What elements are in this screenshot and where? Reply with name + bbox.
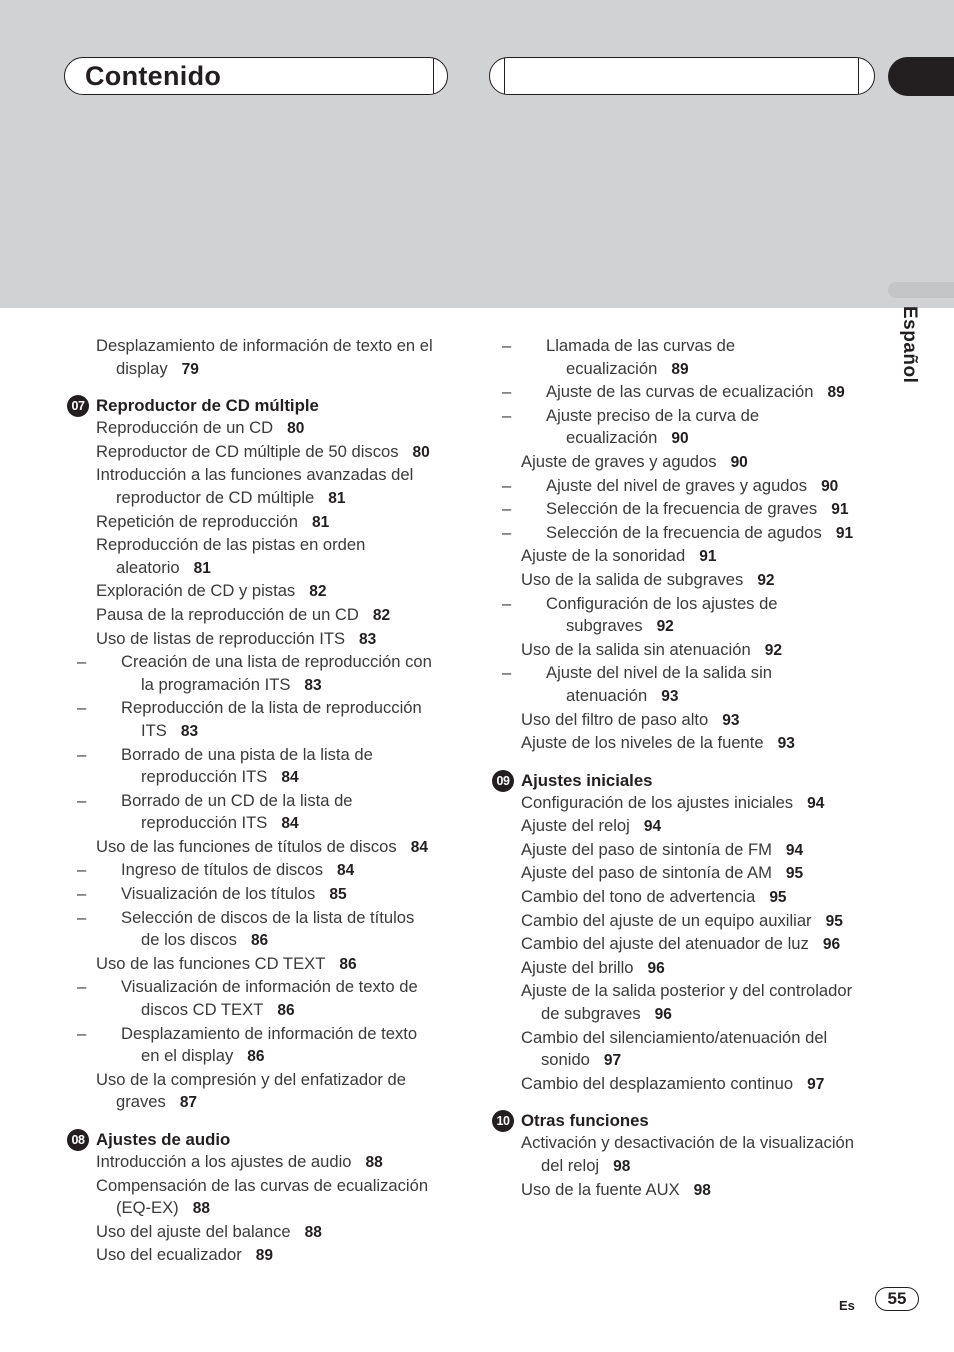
entry-page-number: 86 bbox=[277, 1002, 295, 1020]
entry-page-number: 90 bbox=[671, 430, 689, 448]
toc-entry[interactable] bbox=[67, 534, 437, 580]
entry-page-number: 94 bbox=[785, 841, 804, 859]
entry-page-number: 88 bbox=[192, 1200, 210, 1218]
footer-lang-code: Es bbox=[839, 1298, 855, 1313]
entry-page-number: 91 bbox=[835, 524, 854, 542]
toc-entry[interactable] bbox=[67, 1151, 437, 1175]
toc-entry[interactable] bbox=[492, 910, 862, 934]
entry-page-number: 84 bbox=[281, 769, 299, 787]
entry-page-number: 83 bbox=[359, 630, 377, 648]
toc-entry[interactable] bbox=[67, 1221, 437, 1245]
entry-page-number: 93 bbox=[661, 687, 679, 705]
entry-text: Uso de la compresión y del enfatizador de graves bbox=[96, 1069, 406, 1112]
entry-page-number: 89 bbox=[255, 1247, 273, 1265]
entry-page-number: 87 bbox=[179, 1094, 198, 1112]
entry-page-number: 95 bbox=[825, 912, 843, 930]
toc-entry[interactable] bbox=[492, 545, 862, 569]
toc-entry[interactable] bbox=[492, 451, 862, 475]
entry-text: Repetición de reproducción bbox=[96, 511, 299, 531]
entry-page-number: 81 bbox=[312, 513, 330, 531]
entry-page-number: 89 bbox=[827, 384, 845, 402]
entry-page-number: 80 bbox=[287, 420, 305, 438]
toc-entry[interactable] bbox=[67, 953, 437, 977]
entry-page-number: 95 bbox=[785, 865, 804, 883]
entry-page-number: 92 bbox=[757, 571, 775, 589]
toc-entry[interactable] bbox=[492, 862, 862, 886]
toc-entry[interactable] bbox=[492, 792, 862, 816]
section-number-badge: 07 bbox=[67, 395, 89, 417]
page-title: Contenido bbox=[85, 61, 222, 91]
entry-page-number: 94 bbox=[643, 818, 662, 836]
header-band bbox=[0, 0, 954, 308]
toc-entry[interactable] bbox=[492, 639, 862, 663]
toc-subentry[interactable]: – Reproducción de la lista de reproducción ITS 83 bbox=[77, 698, 422, 740]
entry-text: Uso de listas de reproducción ITS bbox=[96, 628, 346, 648]
entry-page-number: 86 bbox=[339, 955, 357, 973]
language-label: Español bbox=[899, 306, 920, 384]
toc-subentry[interactable]: – Borrado de un CD de la lista de reproducción ITS 84 bbox=[77, 790, 353, 833]
entry-text: Desplazamiento de información de texto en el display bbox=[121, 1023, 418, 1066]
toc-right-column bbox=[492, 335, 862, 1202]
toc-subentry[interactable]: – Borrado de una pista de la lista de reproducción ITS 84 bbox=[77, 744, 373, 787]
toc-subentry[interactable]: – Selección de la frecuencia de graves 91 bbox=[502, 499, 849, 519]
entry-page-number: 92 bbox=[764, 641, 782, 659]
entry-text: Uso del ecualizador bbox=[96, 1245, 242, 1265]
entry-page-number: 84 bbox=[337, 862, 355, 880]
chapter-tab bbox=[888, 57, 954, 96]
entry-text: Uso de las funciones CD TEXT bbox=[96, 953, 326, 973]
entry-page-number: 96 bbox=[822, 936, 841, 954]
entry-page-number: 96 bbox=[654, 1006, 672, 1024]
toc-entry[interactable] bbox=[492, 839, 862, 863]
toc-subentry[interactable]: – Ajuste de las curvas de ecualización 89 bbox=[502, 382, 845, 402]
entry-text: Cambio del ajuste del atenuador de luz bbox=[521, 934, 809, 954]
entry-text: Visualización de los títulos bbox=[121, 884, 316, 904]
toc-subentry[interactable]: – Selección de discos de la lista de títulos de los discos 86 bbox=[77, 907, 415, 950]
entry-page-number: 93 bbox=[722, 711, 740, 729]
toc-entry[interactable] bbox=[492, 980, 862, 1026]
right-title-box-divider-left bbox=[504, 58, 505, 94]
entry-text: Creación de una lista de reproducción con la programación ITS bbox=[121, 652, 432, 694]
toc-entry[interactable] bbox=[492, 709, 862, 733]
toc-subentry[interactable]: – Visualización de información de texto de discos CD TEXT 86 bbox=[77, 977, 418, 1020]
entry-page-number: 88 bbox=[365, 1154, 383, 1171]
toc-entry[interactable] bbox=[492, 732, 862, 756]
entry-text: Cambio del silenciamiento/atenuación del sonido bbox=[521, 1027, 828, 1070]
entry-text: Uso del filtro de paso alto bbox=[521, 709, 709, 729]
entry-text: Reproducción de la lista de reproducción ITS bbox=[121, 698, 422, 740]
toc-subentry[interactable]: – Ajuste del nivel de graves y agudos 90 bbox=[502, 475, 839, 495]
entry-page-number: 96 bbox=[647, 959, 665, 977]
section-number-badge: 08 bbox=[67, 1129, 89, 1151]
section-heading bbox=[492, 769, 862, 792]
toc-entry[interactable] bbox=[67, 335, 437, 381]
entry-text: Reproductor de CD múltiple de 50 discos bbox=[96, 441, 399, 461]
entry-text: Configuración de los ajustes iniciales bbox=[521, 792, 794, 812]
entry-text: Selección de discos de la lista de títulos de los discos bbox=[121, 907, 415, 950]
right-title-box bbox=[489, 57, 875, 95]
toc-entry[interactable] bbox=[67, 836, 437, 860]
toc-entry[interactable] bbox=[67, 1244, 437, 1268]
entry-text: Ajuste de los niveles de la fuente bbox=[521, 733, 764, 753]
page-number: 55 bbox=[875, 1287, 919, 1311]
toc-entry[interactable] bbox=[492, 815, 862, 839]
toc-entry[interactable] bbox=[492, 886, 862, 910]
toc-entry[interactable] bbox=[67, 628, 437, 652]
entry-text: Ajuste de graves y agudos bbox=[521, 451, 717, 471]
toc-subentry[interactable]: – Ajuste del nivel de la salida sin atenuación 93 bbox=[502, 663, 772, 705]
entry-text: Uso de la salida de subgraves bbox=[521, 569, 744, 589]
entry-text: Exploración de CD y pistas bbox=[96, 581, 296, 601]
language-tab-marker bbox=[888, 282, 954, 298]
toc-entry[interactable] bbox=[67, 417, 437, 441]
toc-entry[interactable] bbox=[492, 933, 862, 957]
toc-subentry[interactable]: – Configuración de los ajustes de subgraves 92 bbox=[502, 593, 778, 636]
section-heading bbox=[67, 1128, 437, 1151]
title-box-divider bbox=[433, 58, 434, 94]
entry-page-number: 98 bbox=[613, 1158, 631, 1175]
entry-text: Ajuste del reloj bbox=[521, 816, 630, 836]
toc-subentry[interactable]: – Ingreso de títulos de discos 84 bbox=[77, 860, 355, 880]
entry-page-number: 79 bbox=[181, 360, 199, 378]
entry-text: Ajuste del paso de sintonía de FM bbox=[521, 839, 772, 859]
entry-text: Llamada de las curvas de ecualización bbox=[546, 336, 736, 378]
entry-text: Reproducción de un CD bbox=[96, 418, 274, 438]
toc-subentry[interactable]: – Ajuste preciso de la curva de ecualización 90 bbox=[502, 405, 760, 448]
entry-page-number: 88 bbox=[304, 1223, 322, 1241]
entry-text: Ajuste preciso de la curva de ecualización bbox=[546, 405, 760, 448]
entry-page-number: 91 bbox=[699, 548, 717, 566]
entry-page-number: 90 bbox=[821, 477, 839, 495]
section-heading bbox=[492, 1109, 862, 1132]
section-title: Reproductor de CD múltiple bbox=[96, 396, 319, 416]
entry-page-number: 81 bbox=[193, 559, 211, 577]
entry-page-number: 86 bbox=[250, 932, 269, 950]
entry-text: Cambio del tono de advertencia bbox=[521, 887, 756, 907]
entry-page-number: 91 bbox=[831, 501, 849, 519]
toc-entry[interactable] bbox=[67, 580, 437, 604]
entry-page-number: 80 bbox=[412, 443, 430, 461]
entry-page-number: 97 bbox=[603, 1052, 622, 1070]
section-number-badge: 10 bbox=[492, 1110, 514, 1132]
entry-text: Uso del ajuste del balance bbox=[96, 1221, 291, 1241]
entry-page-number: 89 bbox=[671, 360, 689, 378]
toc-entry[interactable] bbox=[492, 1132, 862, 1178]
entry-text: Ajuste de las curvas de ecualización bbox=[546, 382, 814, 402]
section-title: Otras funciones bbox=[521, 1111, 649, 1131]
toc-subentry[interactable]: – Visualización de los títulos 85 bbox=[77, 884, 347, 904]
entry-text: Ajuste de la salida posterior y del controlador de subgraves bbox=[521, 981, 853, 1024]
section-heading bbox=[67, 394, 437, 417]
toc-entry[interactable] bbox=[67, 464, 437, 510]
entry-text: Uso de la fuente AUX bbox=[521, 1179, 680, 1199]
entry-page-number: 98 bbox=[693, 1181, 711, 1199]
toc-subentry[interactable]: – Llamada de las curvas de ecualización 89 bbox=[502, 336, 736, 378]
title-box bbox=[64, 57, 448, 95]
entry-text: Borrado de una pista de la lista de reproducción ITS bbox=[121, 744, 373, 787]
entry-page-number: 84 bbox=[410, 838, 428, 856]
entry-page-number: 82 bbox=[309, 583, 327, 601]
entry-text: Desplazamiento de información de texto en el display bbox=[96, 336, 433, 378]
toc-subentry[interactable]: – Selección de la frecuencia de agudos 91 bbox=[502, 522, 854, 542]
toc-entry[interactable] bbox=[67, 1175, 437, 1221]
entry-page-number: 83 bbox=[180, 722, 199, 740]
toc-subentry[interactable]: – Creación de una lista de reproducción con la programación ITS 83 bbox=[77, 652, 432, 694]
entry-page-number: 82 bbox=[372, 606, 391, 624]
entry-text: Ingreso de títulos de discos bbox=[121, 860, 324, 880]
entry-text: Compensación de las curvas de ecualización (EQ-EX) bbox=[96, 1175, 429, 1218]
toc-subentry[interactable]: – Desplazamiento de información de texto en el display 86 bbox=[77, 1023, 418, 1066]
entry-text: Borrado de un CD de la lista de reproducción ITS bbox=[121, 790, 353, 833]
entry-page-number: 95 bbox=[769, 889, 787, 907]
entry-text: Configuración de los ajustes de subgraves bbox=[546, 593, 778, 636]
entry-text: Visualización de información de texto de discos CD TEXT bbox=[121, 977, 418, 1020]
entry-page-number: 94 bbox=[807, 794, 825, 812]
toc-entry[interactable] bbox=[492, 957, 862, 981]
entry-text: Selección de la frecuencia de graves bbox=[546, 499, 818, 519]
entry-text: Ajuste del paso de sintonía de AM bbox=[521, 863, 772, 883]
entry-page-number: 84 bbox=[281, 815, 299, 833]
toc-entry[interactable] bbox=[492, 569, 862, 593]
section-number-badge: 09 bbox=[492, 770, 514, 792]
entry-page-number: 97 bbox=[807, 1075, 825, 1093]
section-title: Ajustes iniciales bbox=[521, 770, 653, 790]
section-title: Ajustes de audio bbox=[96, 1130, 231, 1149]
toc-entry[interactable] bbox=[67, 441, 437, 465]
entry-text: Reproducción de las pistas en orden aleatorio bbox=[96, 535, 366, 577]
entry-text: Ajuste del brillo bbox=[521, 957, 634, 977]
toc-entry[interactable] bbox=[67, 511, 437, 535]
entry-page-number: 81 bbox=[328, 489, 346, 507]
entry-page-number: 85 bbox=[329, 886, 347, 904]
entry-text: Pausa de la reproducción de un CD bbox=[96, 604, 359, 624]
toc-entry[interactable] bbox=[492, 1179, 862, 1203]
toc-entry[interactable] bbox=[67, 1069, 437, 1115]
entry-text: Introducción a los ajustes de audio bbox=[96, 1152, 352, 1171]
entry-page-number: 86 bbox=[247, 1048, 265, 1066]
right-title-box-divider-right bbox=[858, 58, 859, 94]
entry-text: Ajuste del nivel de graves y agudos bbox=[546, 475, 808, 495]
toc-left-column bbox=[67, 335, 437, 1268]
entry-text: Cambio del desplazamiento continuo bbox=[521, 1073, 794, 1093]
entry-text: Uso de las funciones de títulos de discos bbox=[96, 836, 397, 856]
entry-page-number: 83 bbox=[304, 676, 322, 694]
entry-page-number: 93 bbox=[777, 735, 795, 753]
entry-page-number: 90 bbox=[730, 453, 748, 471]
entry-text: Selección de la frecuencia de agudos bbox=[546, 522, 822, 542]
entry-text: Activación y desactivación de la visualización del reloj bbox=[521, 1133, 854, 1175]
entry-text: Introducción a las funciones avanzadas del reproductor de CD múltiple bbox=[96, 465, 414, 507]
toc-entry[interactable] bbox=[492, 1073, 862, 1097]
entry-page-number: 92 bbox=[656, 618, 674, 636]
entry-text: Uso de la salida sin atenuación bbox=[521, 639, 751, 659]
entry-text: Ajuste de la sonoridad bbox=[521, 546, 686, 566]
toc-entry[interactable] bbox=[67, 604, 437, 628]
entry-text: Ajuste del nivel de la salida sin atenuación bbox=[546, 663, 772, 705]
entry-text: Cambio del ajuste de un equipo auxiliar bbox=[521, 910, 812, 930]
toc-entry[interactable] bbox=[492, 1027, 862, 1073]
